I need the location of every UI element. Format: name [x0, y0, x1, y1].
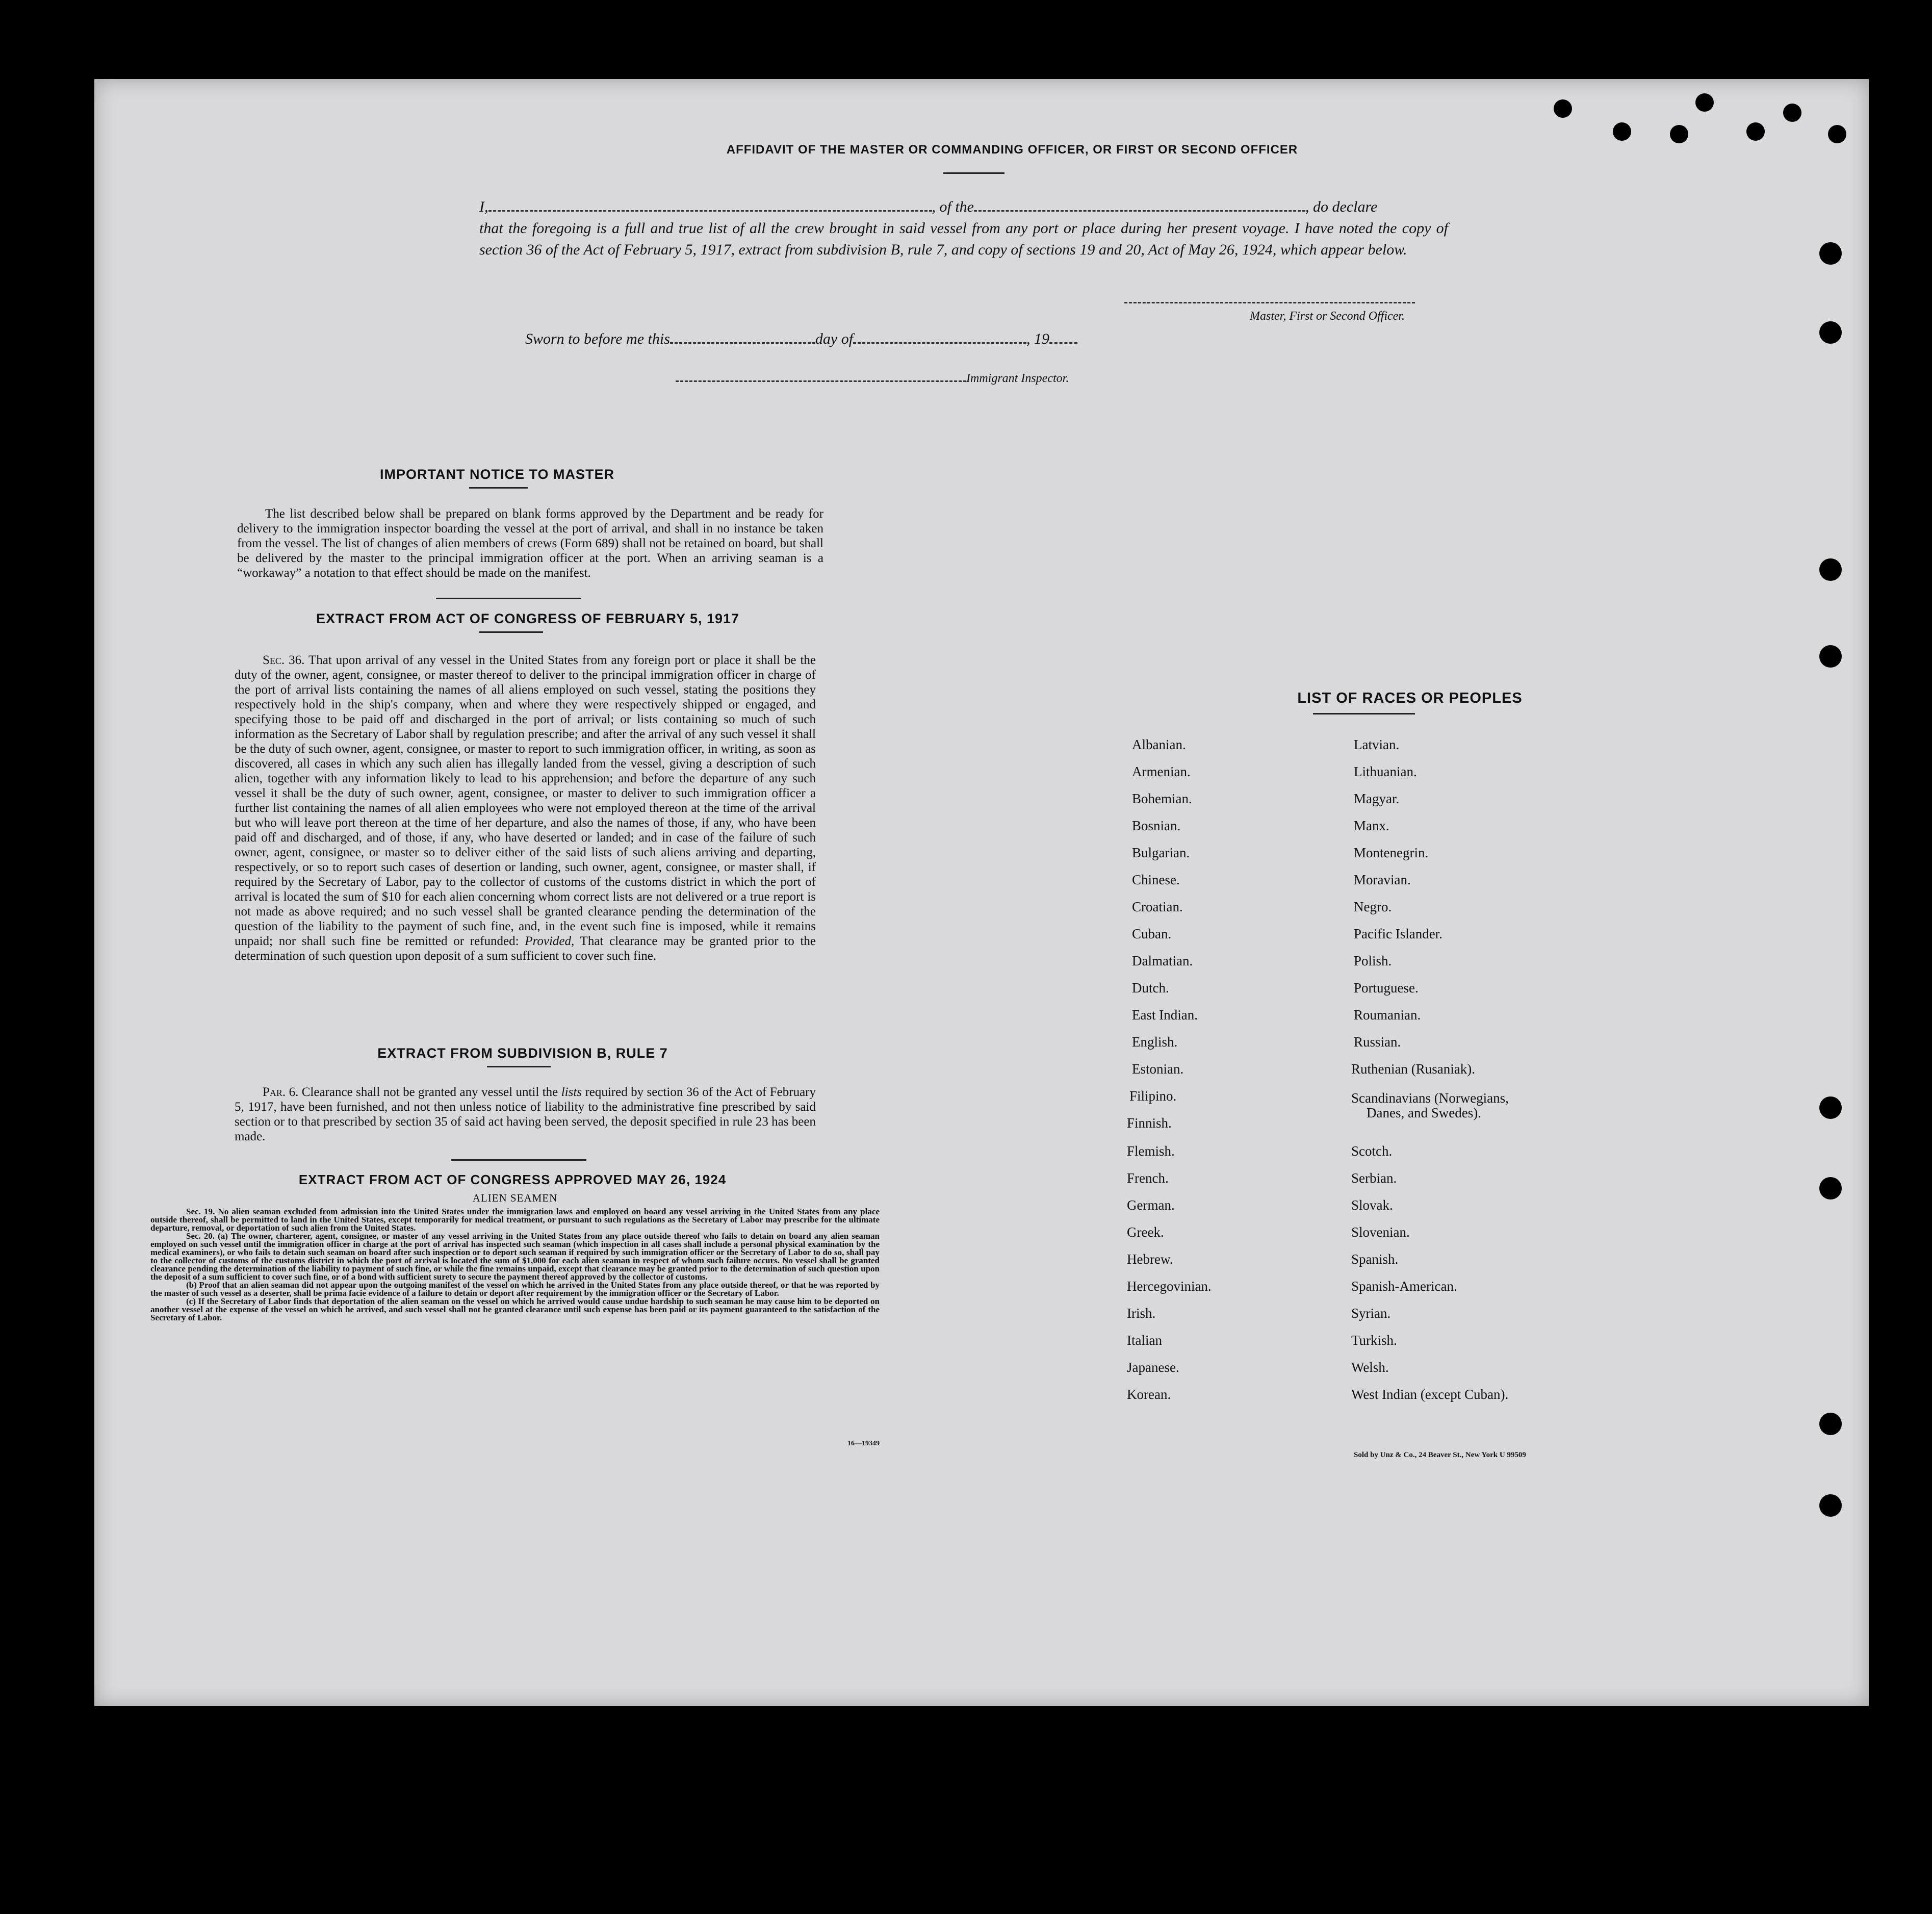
par-text-end: required by section 36 of the Act of February 5, 1917, have been furnished, and not then unless notice of liability to the administrative fine prescribed by said section or to that prescribed by section 35 of said act having been served, the deposit specified in rule 23 has been made. — [235, 1085, 816, 1143]
i-label: I, — [479, 198, 488, 215]
day-of-label: day of — [815, 330, 854, 347]
rule7-body — [235, 1085, 816, 1144]
race-item: English. — [1132, 1034, 1178, 1050]
race-item: Turkish. — [1351, 1333, 1397, 1348]
race-item: Russian. — [1354, 1034, 1401, 1050]
section-text-end: That clearance may be granted prior to the determination of such question upon deposit of a sum sufficient to cover such fine. — [235, 934, 816, 963]
race-item: Danes, and Swedes). — [1367, 1105, 1481, 1120]
race-item: Armenian. — [1132, 764, 1191, 779]
punch-hole — [1819, 1096, 1842, 1119]
ink-spot — [1670, 125, 1688, 143]
race-item: Montenegrin. — [1354, 845, 1429, 860]
divider — [436, 598, 581, 599]
race-item: Hercegovinian. — [1127, 1279, 1212, 1294]
race-item: Lithuanian. — [1354, 764, 1417, 779]
vessel-field[interactable] — [974, 197, 1305, 212]
affidavit-title: AFFIDAVIT OF THE MASTER OR COMMANDING OFFICER, OR FIRST OR SECOND OFFICER — [726, 143, 1298, 157]
punch-hole — [1819, 1494, 1842, 1517]
race-item: Polish. — [1354, 953, 1392, 968]
race-item: Bosnian. — [1132, 818, 1181, 833]
race-item: Korean. — [1127, 1387, 1171, 1402]
divider — [1313, 713, 1415, 714]
sec-20c-text: (c) If the Secretary of Labor finds that deportation of the alien seaman on the vessel on which he arrived would cause undue hardship to such seaman he may cause him to be deported on another vessel at the expense of the vessel on which he arrived, and such vessel shall not be granted clearance until such expense has been paid or its payment guaranteed to the satisfaction of the Secretary of Labor. — [150, 1296, 880, 1322]
year-field[interactable] — [1049, 329, 1077, 344]
race-item: Spanish. — [1351, 1252, 1399, 1267]
signature-label: Master, First or Second Officer. — [1250, 310, 1405, 323]
divider — [487, 1066, 551, 1067]
punch-hole — [1819, 242, 1842, 265]
race-item: West Indian (except Cuban). — [1351, 1387, 1509, 1402]
divider — [451, 1159, 586, 1161]
race-item: Roumanian. — [1354, 1007, 1421, 1023]
race-item: Serbian. — [1351, 1170, 1397, 1186]
race-item: Japanese. — [1127, 1360, 1179, 1375]
do-declare-label: , do declare — [1305, 198, 1378, 215]
sworn-prefix: Sworn to before me this — [525, 330, 670, 347]
race-item: Manx. — [1354, 818, 1389, 833]
form-number: 16—19349 — [847, 1440, 880, 1447]
race-item: Slovak. — [1351, 1197, 1393, 1213]
lists-word: lists — [561, 1085, 582, 1099]
race-item: Slovenian. — [1351, 1224, 1410, 1240]
inspector-label: Immigrant Inspector. — [966, 372, 1069, 385]
act-1917-title: EXTRACT FROM ACT OF CONGRESS OF FEBRUARY 5, 1917 — [316, 611, 740, 626]
race-item: Scandinavians (Norwegians, — [1351, 1090, 1509, 1106]
race-item: Moravian. — [1354, 872, 1411, 887]
race-item: Ruthenian (Rusaniak). — [1351, 1061, 1475, 1077]
ink-spot — [1783, 104, 1801, 122]
race-item: Italian — [1127, 1333, 1162, 1348]
race-item: Dalmatian. — [1132, 953, 1193, 968]
race-item: Latvian. — [1354, 737, 1400, 752]
race-item: Negro. — [1354, 899, 1392, 914]
punch-hole — [1819, 321, 1842, 344]
punch-hole — [1819, 558, 1842, 581]
punch-hole — [1819, 1413, 1842, 1435]
sec-20b-text: (b) Proof that an alien seaman did not appear upon the outgoing manifest of the vessel on which he arrived in the United States from any place outside thereof, or that he was reported by the master of such vessel as a deserter, shall be prima facie evidence of a failure to detain or deport after requirement by the immigration officer or the Secretary of Labor. — [150, 1280, 880, 1298]
act-1924-title: EXTRACT FROM ACT OF CONGRESS APPROVED MAY 26, 1924 — [298, 1172, 727, 1187]
act-1917-body — [235, 653, 816, 963]
ink-spot — [1695, 93, 1714, 112]
divider — [469, 487, 528, 489]
notice-title: IMPORTANT NOTICE TO MASTER — [380, 467, 614, 482]
sec-19-text: Sec. 19. No alien seaman excluded from admission into the United States under the immigration laws and employed on board any vessel arriving in the United States from any place outside thereof, shall be permitted to land in the United States, except temporarily for medical treatment, or pursuant to such regulations as the Secretary of Labor may prescribe for the ultimate departure, removal, or deportation of such alien from the United States. — [150, 1207, 880, 1233]
sworn-line — [525, 329, 1239, 348]
sec-20a-text: Sec. 20. (a) The owner, charterer, agent, consignee, or master of any vessel arriving in the United States from any place outside thereof who fails to detain on board any alien seaman employed on such vessel until the immigration officer in charge at the port of arrival has inspected such seaman (which inspection in all cases shall include a personal physical examination by the medical examiners), or who fails to detain such seaman on board after such inspection or to deport such seaman if required by such immigration officer or the Secretary of Labor to do so, shall pay to the collector of customs of the customs district in which the port of arrival is located the sum of $1,000 for each alien seaman in respect of whom such failure occurs. No vessel shall be granted clearance pending the determination of the liability to payment of such fine, or while the fine remains unpaid, except that clearance may be granted prior to the determination of such question upon the deposit of a sum sufficient to cover such fine, or of a bond with sufficient surety to secure the payment thereof approved by the collector of customs. — [150, 1231, 880, 1282]
race-item: Dutch. — [1132, 980, 1169, 996]
races-title: LIST OF RACES OR PEOPLES — [1297, 690, 1523, 706]
race-item: Hebrew. — [1127, 1252, 1173, 1267]
declaration-line — [479, 196, 1448, 218]
race-item: Flemish. — [1127, 1143, 1175, 1159]
race-item: Magyar. — [1354, 791, 1400, 806]
divider — [479, 631, 543, 633]
race-item: Greek. — [1127, 1224, 1164, 1240]
section-label: Sec. 36. — [263, 653, 305, 667]
provided-word: Provided, — [525, 934, 575, 948]
inspector-signature-field[interactable] — [676, 367, 966, 382]
race-item: Chinese. — [1132, 872, 1180, 887]
ink-spot — [1828, 125, 1846, 143]
divider — [943, 172, 1004, 174]
punch-hole — [1819, 645, 1842, 668]
act-1924-body — [150, 1208, 880, 1322]
race-item: Spanish-American. — [1351, 1279, 1457, 1294]
publisher-imprint: Sold by Unz & Co., 24 Beaver St., New York U 99509 — [1354, 1451, 1526, 1459]
race-item: Albanian. — [1132, 737, 1186, 752]
race-item: Estonian. — [1132, 1061, 1184, 1077]
ink-spot — [1746, 122, 1765, 141]
name-field[interactable] — [488, 197, 932, 212]
par-text: Clearance shall not be granted any vessel until the — [301, 1085, 558, 1099]
month-field[interactable] — [853, 329, 1026, 344]
race-item: French. — [1127, 1170, 1169, 1186]
declaration-body: that the foregoing is a full and true list of all the crew brought in said vessel from any port or place during her present voyage. I have noted the copy of section 36 of the Act of February 5, 1917, extract from subdivision B, rule 7, and copy of sections 19 and 20, Act of May 26, 1924, which appear below. — [479, 220, 1448, 258]
form-sheet — [94, 79, 1869, 1706]
act-1924-subtitle: ALIEN SEAMEN — [472, 1192, 558, 1204]
race-item: Welsh. — [1351, 1360, 1389, 1375]
ink-spot — [1554, 99, 1572, 118]
race-item: Bohemian. — [1132, 791, 1192, 806]
race-item: Irish. — [1127, 1306, 1156, 1321]
affidavit-declaration — [479, 196, 1448, 261]
inspector-line — [676, 367, 1237, 386]
race-item: Filipino. — [1129, 1088, 1177, 1104]
punch-hole — [1819, 1177, 1842, 1200]
race-item: Finnish. — [1127, 1115, 1172, 1131]
rule7-title: EXTRACT FROM SUBDIVISION B, RULE 7 — [377, 1045, 668, 1061]
notice-body: The list described below shall be prepared on blank forms approved by the Department and be ready for delivery to the immigration inspector boarding the vessel at the port of arrival, and shall in no instance be taken from the vessel. The list of changes of alien members of crews (Form 689) shall not be retained on board, but shall be delivered by the master to the principal immigration officer at the port. When an arriving seaman is a “workaway” a notation to that effect should be made on the manifest. — [237, 507, 823, 580]
par-label: Par. 6. — [263, 1085, 299, 1099]
section-text: That upon arrival of any vessel in the United States from any foreign port or place it shall be the duty of the owner, agent, consignee, or master thereof to deliver to the principal immigration officer in charge of the port of arrival lists containing the names of all aliens employed on such vessel, stating the positions they respectively hold in the ship's company, when and where they were respectively shipped or engaged, and specifying those to be paid off and discharged in the port of arrival; or lists containing so much of such information as the Secretary of Labor shall by regulation prescribe; and after the arrival of any such vessel it shall be the duty of such owner, agent, consignee, or master to report to such immigration officer, in writing, as soon as discovered, all cases in which any such alien has illegally landed from the vessel, giving a description of such alien, together with any information likely to lead to his apprehension; and before the departure of any such vessel it shall be the duty of such owner, agent, consignee, or master to deliver to such immigration officer a further list containing the names of all alien employees who were not employed thereon at the time of the arrival but who will leave port thereon at the time of her departure, and also the names of those, if any, who have been paid off and discharged, and of those, if any, who have deserted or landed; and in case of the failure of such owner, agent, consignee, or master so to deliver either of the said lists of such aliens arriving and departing, respectively, or so to report such cases of desertion or landing, such owner, agent, consignee, or master shall, if required by the Secretary of Labor, pay to the collector of customs of the customs district in which the port of arrival is located the sum of $10 for each alien concerning whom correct lists are not delivered or a true report is not made as above required; and no such vessel shall be granted clearance pending the determination of the question of the liability to the payment of such fine, and, in the event such fine is imposed, while it remains unpaid; nor shall such fine be remitted or refunded: — [235, 653, 816, 948]
race-item: Bulgarian. — [1132, 845, 1190, 860]
race-item: Pacific Islander. — [1354, 926, 1442, 941]
race-item: German. — [1127, 1197, 1175, 1213]
race-item: Portuguese. — [1354, 980, 1419, 996]
race-item: Syrian. — [1351, 1306, 1391, 1321]
year-label: , 19 — [1026, 330, 1050, 347]
day-field[interactable] — [670, 329, 815, 344]
race-item: Croatian. — [1132, 899, 1183, 914]
signature-line[interactable] — [1124, 302, 1415, 303]
race-item: Cuban. — [1132, 926, 1172, 941]
of-the-label: , of the — [932, 198, 974, 215]
race-item: East Indian. — [1132, 1007, 1198, 1023]
race-item: Scotch. — [1351, 1143, 1393, 1159]
ink-spot — [1613, 122, 1631, 141]
